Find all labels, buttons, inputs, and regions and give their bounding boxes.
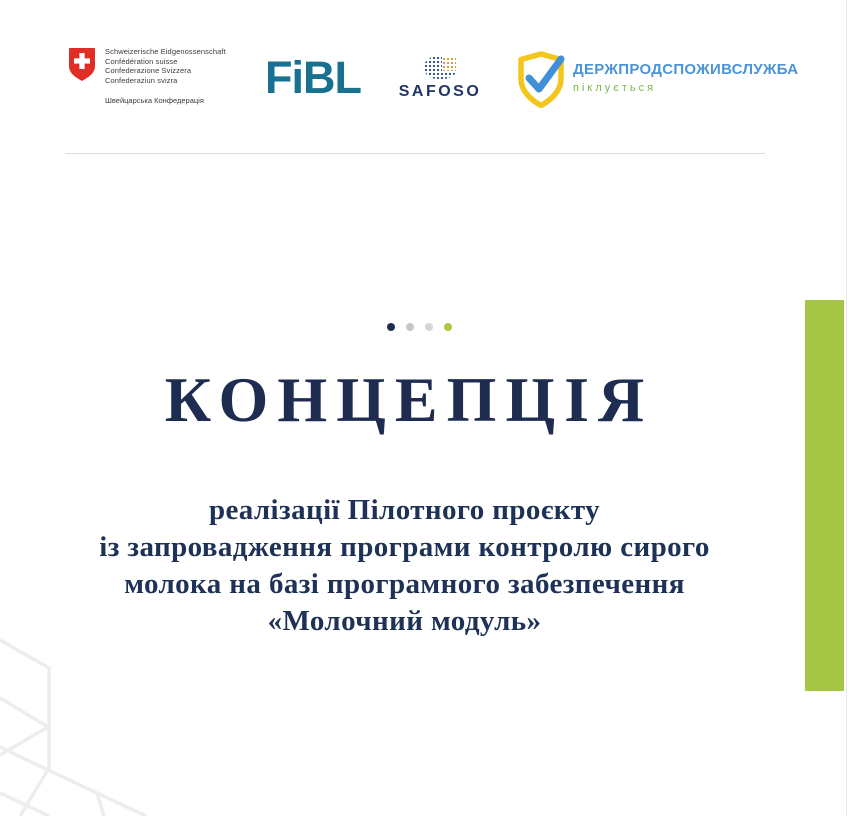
swiss-confederation-text: [105, 47, 226, 105]
fibl-logo: FiBL: [265, 52, 361, 103]
swiss-line-de: Schweizerische Eidgenossenschaft: [105, 47, 226, 56]
pager-dot: [444, 323, 452, 331]
pager-dot: [406, 323, 414, 331]
dpss-tagline: піклується: [573, 82, 657, 94]
swiss-line-uk: Швейцарська Конфедерація: [105, 96, 204, 106]
subtitle-line: реалізації Пілотного проєкту: [208, 494, 601, 526]
subtitle-line: «Молочний модуль»: [267, 605, 542, 637]
page-edge-line: [846, 0, 847, 816]
swiss-cross-shield-icon: [68, 47, 96, 105]
dpss-wordmark: ДЕРЖПРОДСПОЖИВСЛУЖБА: [573, 61, 799, 78]
hexagon-pattern-decoration: [0, 630, 160, 821]
pager-dot: [425, 323, 433, 331]
safoso-dotted-globe-icon: [424, 56, 457, 79]
pager-dot: [387, 323, 395, 331]
cover-subtitle: [0, 492, 809, 640]
green-accent-bar: [805, 300, 844, 691]
dpss-logo: [516, 50, 798, 113]
safoso-logo: [398, 56, 482, 101]
subtitle-line: молока на базі програмного забезпечення: [124, 568, 685, 600]
pager-dots: [387, 323, 452, 331]
dpss-shield-check-icon: [516, 50, 566, 113]
swiss-line-rm: Confederaziun svizra: [105, 75, 178, 85]
swiss-confederation-logo: [68, 47, 226, 105]
subtitle-line: із запровадження програми контролю сирого: [99, 531, 710, 563]
safoso-wordmark: SAFOSO: [398, 83, 482, 100]
swiss-line-fr: Confédération suisse: [105, 56, 178, 66]
cover-title: КОНЦЕПЦІЯ: [164, 364, 654, 435]
header-divider: [65, 153, 765, 154]
swiss-line-it: Confederazione Svizzera: [105, 66, 192, 76]
